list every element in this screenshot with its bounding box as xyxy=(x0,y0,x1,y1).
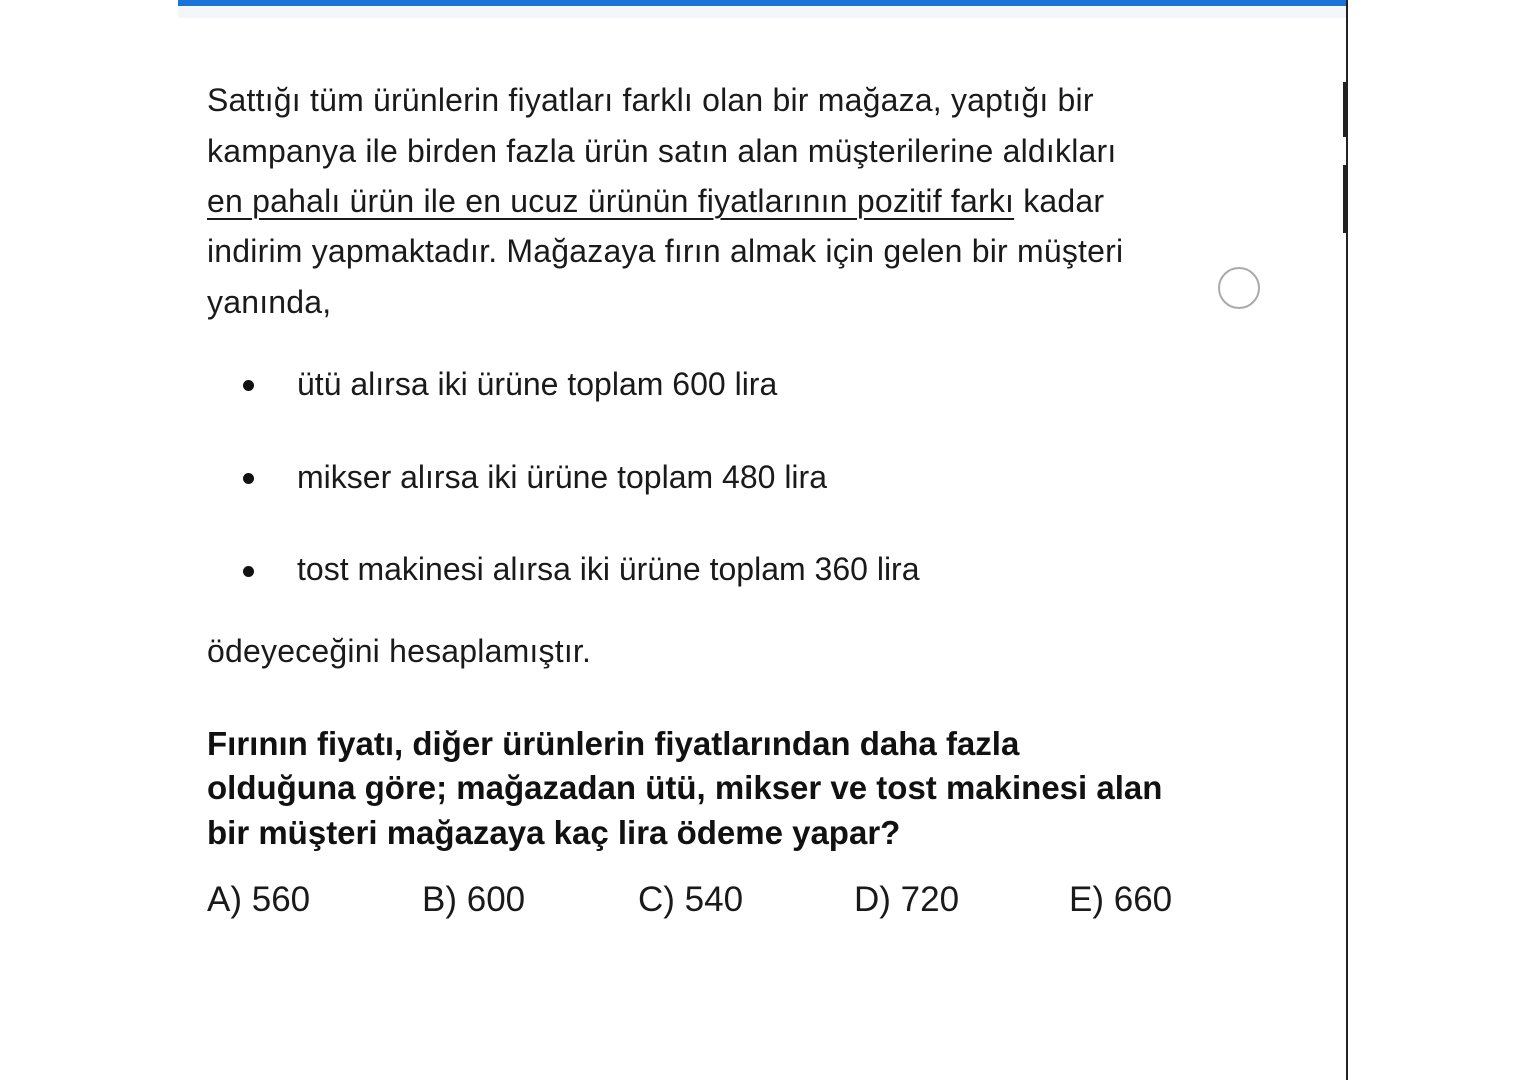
option-d[interactable]: D) 720 xyxy=(854,880,960,919)
intro-line: Sattığı tüm ürünlerin fiyatları farklı olan bir mağaza, yaptığı bir xyxy=(207,82,1094,118)
option-e[interactable]: E) 660 xyxy=(1069,880,1173,919)
bullet-icon xyxy=(243,473,254,484)
conclusion-text: ödeyeceğini hesaplamıştır. xyxy=(207,633,592,669)
scroll-marker xyxy=(1343,165,1347,233)
option-c[interactable]: C) 540 xyxy=(638,880,744,919)
list-item: tost makinesi alırsa iki ürüne toplam 360 lira xyxy=(297,551,920,587)
intro-line xyxy=(207,183,1104,220)
bullet-icon xyxy=(243,380,254,391)
list-item: ütü alırsa iki ürüne toplam 600 lira xyxy=(297,366,778,402)
question-line: Fırının fiyatı, diğer ürünlerin fiyatlarından daha fazla xyxy=(207,725,1020,762)
option-b[interactable]: B) 600 xyxy=(422,880,526,919)
underlined-phrase: en pahalı ürün ile en ucuz ürünün fiyatlarının pozitif farkı xyxy=(207,183,1015,219)
scroll-marker xyxy=(1343,82,1347,137)
question-line: olduğuna göre; mağazadan ütü, mikser ve tost makinesi alan xyxy=(207,769,1163,806)
intro-line: indirim yapmaktadır. Mağazaya fırın almak için gelen bir müşteri xyxy=(207,233,1124,269)
top-shade xyxy=(178,6,1347,18)
list-item: mikser alırsa iki ürüne toplam 480 lira xyxy=(297,459,827,495)
page-right-border xyxy=(1346,0,1348,1080)
question-line: bir müşteri mağazaya kaç lira ödeme yapar? xyxy=(207,814,901,851)
option-a[interactable]: A) 560 xyxy=(207,880,311,919)
intro-line: yanında, xyxy=(207,284,332,320)
cursor-circle-icon xyxy=(1218,267,1260,309)
intro-line-tail: kadar xyxy=(1014,183,1105,219)
intro-line: kampanya ile birden fazla ürün satın alan müşterilerine aldıkları xyxy=(207,133,1117,169)
bullet-icon xyxy=(243,566,254,577)
